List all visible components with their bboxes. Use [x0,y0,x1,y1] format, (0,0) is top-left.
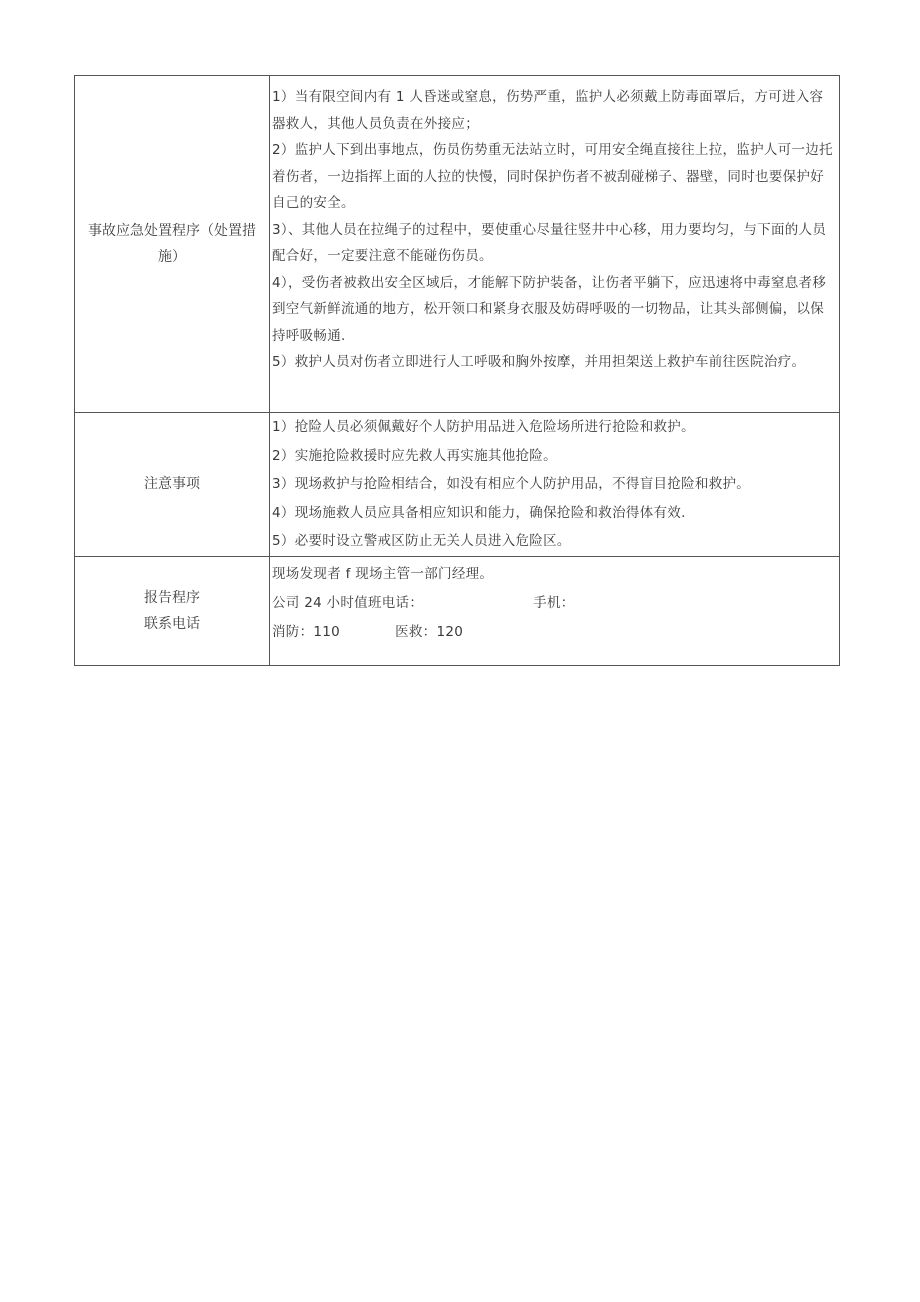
emergency-step: 1）当有限空间内有 1 人昏迷或窒息，伤势严重，监护人必须戴上防毒面罩后，方可进入容器救人，其他人员负责在外接应； [272,89,824,132]
emergency-step: 3）、其他人员在拉绳子的过程中，要使重心尽量往竖井中心移，用力要均匀，与下面的人员配合好，一定要注意不能碰伤伤员。 [272,221,827,264]
emergency-numbers [272,618,837,647]
row-label-report [75,556,270,665]
emergency-steps [270,76,840,413]
hotline-label: 公司 24 小时值班电话： [272,594,424,611]
procedure-table [74,75,840,666]
ambulance-number: 医救：120 [395,623,464,640]
emergency-step: 2）监护人下到出事地点，伤员伤势重无法站立时，可用安全绳直接往上拉，监护人可一边托着伤者，一边指挥上面的人拉的快慢，同时保护伤者不被刮碰梯子、器壁，同时也要保护好自己的安全。 [272,142,833,211]
report-procedure-label: 报告程序 [144,589,200,606]
precaution-item: 3）现场救护与抢险相结合，如没有相应个人防护用品，不得盲目抢险和救护。 [272,476,751,493]
precaution-item: 5）必要时设立警戒区防止无关人员进入危险区。 [272,533,571,550]
precaution-item: 4）现场施救人员应具备相应知识和能力，确保抢险和救治得体有效. [272,504,686,521]
mobile-label: 手机： [533,594,575,611]
precaution-item: 2）实施抢险救援时应先救人再实施其他抢险。 [272,447,557,464]
contact-phone-label: 联系电话 [144,615,200,632]
emergency-step: 5）救护人员对伤者立即进行人工呼吸和胸外按摩，并用担架送上救护车前往医院治疗。 [272,354,806,370]
precaution-list [270,413,840,557]
phone-line [272,589,837,618]
emergency-step: 4），受伤者被救出安全区域后，才能解下防护装备，让伤者平躺下，应迅速将中毒窒息者移到空气新鲜流通的地方，松开领口和紧身衣服及妨碍呼吸的一切物品，让其头部侧偏，以保持呼吸畅通. [272,274,827,344]
report-content [270,556,840,665]
report-procedure: 现场发现者 f 现场主管一部门经理。 [272,565,494,582]
table-row [75,413,840,557]
table-row [75,556,840,665]
row-label-emergency: 事故应急处置程序（处置措施） [75,76,270,413]
precaution-item: 1）抢险人员必须佩戴好个人防护用品进入危险场所进行抢险和救护。 [272,419,695,435]
row-label-precautions: 注意事项 [75,413,270,557]
fire-number: 消防：110 [272,623,341,640]
table-row [75,76,840,413]
